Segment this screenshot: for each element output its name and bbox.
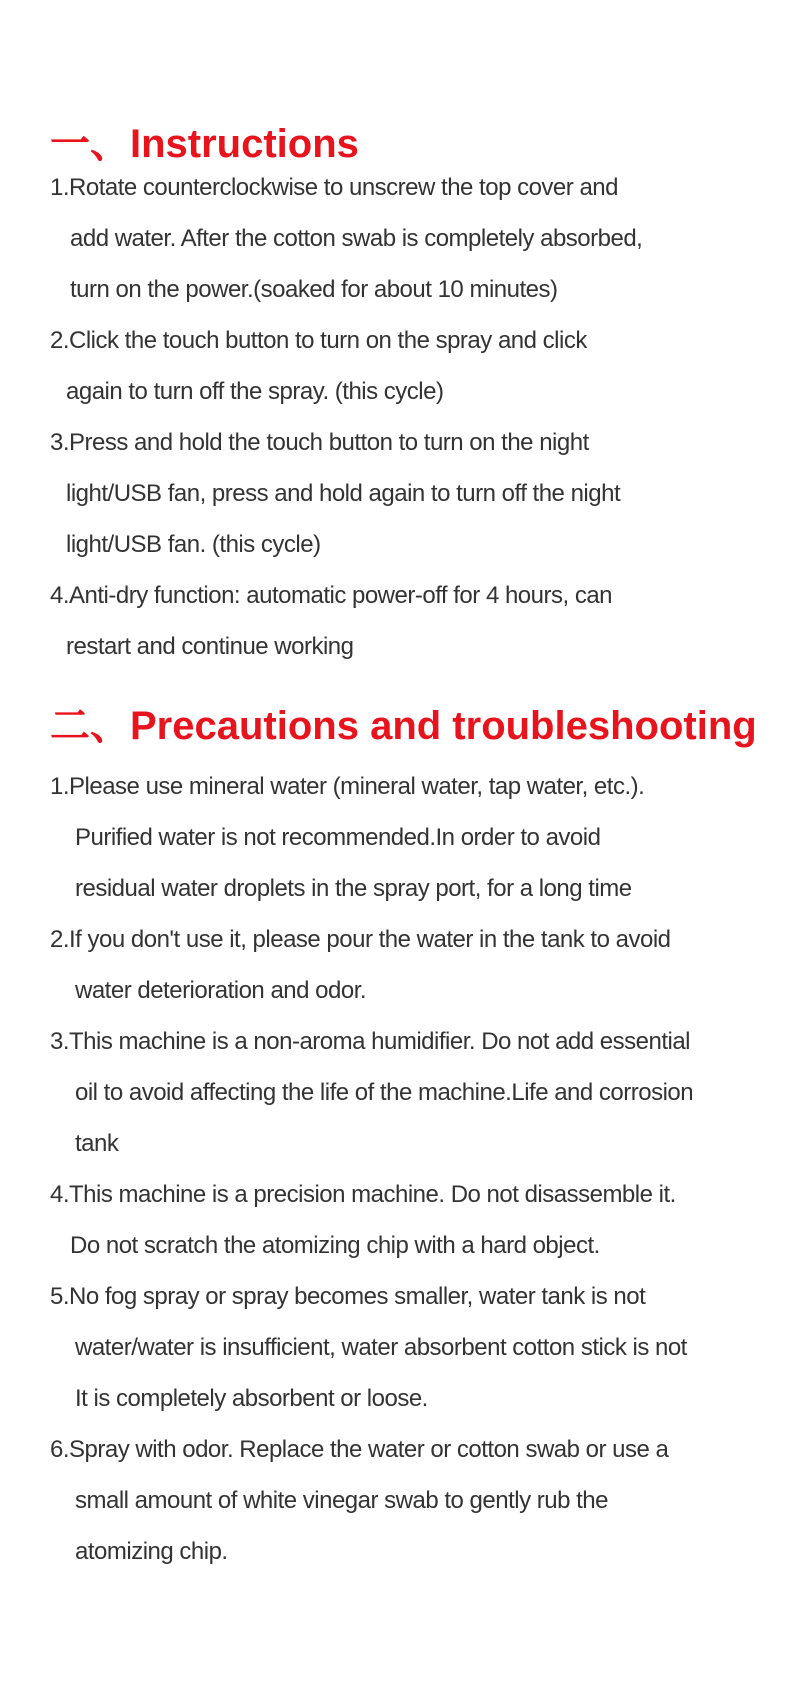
instruction-2-line-2: again to turn off the spray. (this cycle)	[66, 378, 444, 405]
instruction-1-line-3: turn on the power.(soaked for about 10 minutes)	[70, 276, 558, 303]
precaution-6-line-1: 6.Spray with odor. Replace the water or cotton swab or use a	[50, 1436, 669, 1463]
instruction-3-line-3: light/USB fan. (this cycle)	[66, 531, 321, 558]
precaution-1-line-3: residual water droplets in the spray port, for a long time	[75, 875, 632, 902]
precaution-5-line-3: It is completely absorbent or loose.	[75, 1385, 428, 1412]
precaution-4-line-1: 4.This machine is a precision machine. Do not disassemble it.	[50, 1181, 676, 1208]
precautions-heading: 二、Precautions and troubleshooting	[50, 704, 757, 748]
instruction-4-line-2: restart and continue working	[66, 633, 354, 660]
instruction-2-line-1: 2.Click the touch button to turn on the spray and click	[50, 327, 587, 354]
instruction-1-line-1: 1.Rotate counterclockwise to unscrew the top cover and	[50, 174, 618, 201]
instruction-3-line-2: light/USB fan, press and hold again to turn off the night	[66, 480, 621, 507]
instruction-3-line-1: 3.Press and hold the touch button to turn on the night	[50, 429, 589, 456]
precaution-6-line-2: small amount of white vinegar swab to gently rub the	[75, 1487, 608, 1514]
instruction-4-line-1: 4.Anti-dry function: automatic power-off for 4 hours, can	[50, 582, 613, 609]
precaution-5-line-1: 5.No fog spray or spray becomes smaller, water tank is not	[50, 1283, 646, 1310]
precaution-6-line-3: atomizing chip.	[75, 1538, 228, 1565]
precaution-4-line-2: Do not scratch the atomizing chip with a hard object.	[70, 1232, 600, 1259]
precaution-3-line-3: tank	[75, 1130, 119, 1157]
precaution-3-line-2: oil to avoid affecting the life of the machine.Life and corrosion	[75, 1079, 694, 1106]
precaution-2-line-1: 2.If you don't use it, please pour the water in the tank to avoid	[50, 926, 671, 953]
precaution-2-line-2: water deterioration and odor.	[75, 977, 367, 1004]
precaution-1-line-1: 1.Please use mineral water (mineral water, tap water, etc.).	[50, 773, 645, 800]
precaution-5-line-2: water/water is insufficient, water absorbent cotton stick is not	[75, 1334, 687, 1361]
precaution-3-line-1: 3.This machine is a non-aroma humidifier. Do not add essential	[50, 1028, 691, 1055]
instruction-1-line-2: add water. After the cotton swab is completely absorbed,	[70, 225, 643, 252]
precaution-1-line-2: Purified water is not recommended.In order to avoid	[75, 824, 601, 851]
instructions-heading: 一、Instructions	[50, 122, 359, 166]
